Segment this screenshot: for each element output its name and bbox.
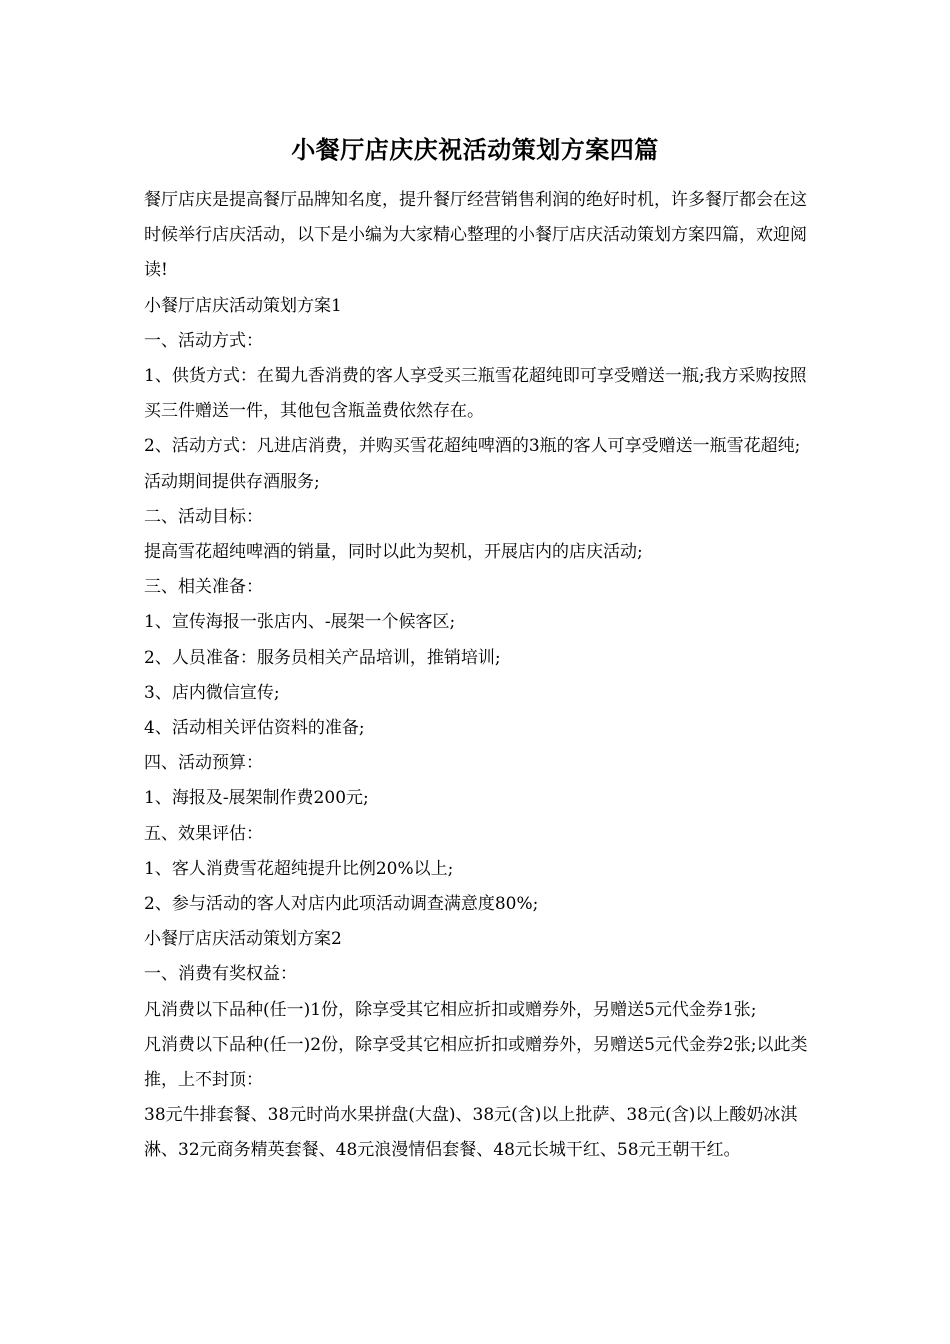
subheading-preparation: 三、相关准备： (144, 577, 263, 598)
paragraph-reward-1: 凡消费以下品种(任一)1份，除享受其它相应折扣或赠券外，另赠送5元代金券1张; (144, 999, 757, 1020)
paragraph-supply-method: 1、供货方式：在蜀九香消费的客人享受买三瓶雪花超纯即可享受赠送一瓶;我方采购按照买三件赠送一件，其他包含瓶盖费依然存在。 (144, 366, 807, 422)
subheading-activity-goal: 二、活动目标： (144, 506, 263, 527)
paragraph-reward-2: 凡消费以下品种(任一)2份，除享受其它相应折扣或赠券外，另赠送5元代金券2张;以此类推，上不封顶： (144, 1034, 808, 1091)
subheading-evaluation: 五、效果评估： (144, 823, 263, 844)
paragraph-prep-1: 1、宣传海报一张店内、-展架一个候客区; (144, 612, 456, 633)
subheading-consumption-rewards: 一、消费有奖权益： (144, 964, 297, 985)
paragraph-activity-goal: 提高雪花超纯啤酒的销量，同时以此为契机，开展店内的店庆活动; (144, 542, 643, 563)
subheading-activity-method: 一、活动方式： (144, 330, 263, 351)
paragraph-activity-method: 2、活动方式：凡进店消费，并购买雪花超纯啤酒的3瓶的客人可享受赠送一瓶雪花超纯;活动期间提供存酒服务; (144, 436, 801, 492)
document-body (144, 183, 812, 1169)
document-title: 小餐厅店庆庆祝活动策划方案四篇 (291, 135, 659, 164)
paragraph-prep-2: 2、人员准备：服务员相关产品培训，推销培训; (144, 647, 501, 668)
section-heading-plan-2: 小餐厅店庆活动策划方案2 (144, 929, 342, 950)
paragraph-menu-items: 38元牛排套餐、38元时尚水果拼盘(大盘)、38元(含)以上批萨、38元(含)以上酸奶冰淇淋、32元商务精英套餐、48元浪漫情侣套餐、48元长城干红、58元王朝干红。 (144, 1105, 798, 1161)
paragraph-eval-2: 2、参与活动的客人对店内此项活动调查满意度80%; (144, 894, 539, 915)
intro-paragraph: 餐厅店庆是提高餐厅品牌知名度，提升餐厅经营销售利润的绝好时机，许多餐厅都会在这时候举行店庆活动，以下是小编为大家精心整理的小餐厅店庆活动策划方案四篇，欢迎阅读! (144, 190, 807, 281)
paragraph-budget-1: 1、海报及-展架制作费200元; (144, 788, 369, 809)
section-heading-plan-1: 小餐厅店庆活动策划方案1 (144, 295, 342, 316)
paragraph-prep-3: 3、店内微信宣传; (144, 682, 280, 703)
paragraph-prep-4: 4、活动相关评估资料的准备; (144, 718, 365, 739)
subheading-budget: 四、活动预算： (144, 753, 263, 774)
paragraph-eval-1: 1、客人消费雪花超纯提升比例20%以上; (144, 858, 454, 879)
